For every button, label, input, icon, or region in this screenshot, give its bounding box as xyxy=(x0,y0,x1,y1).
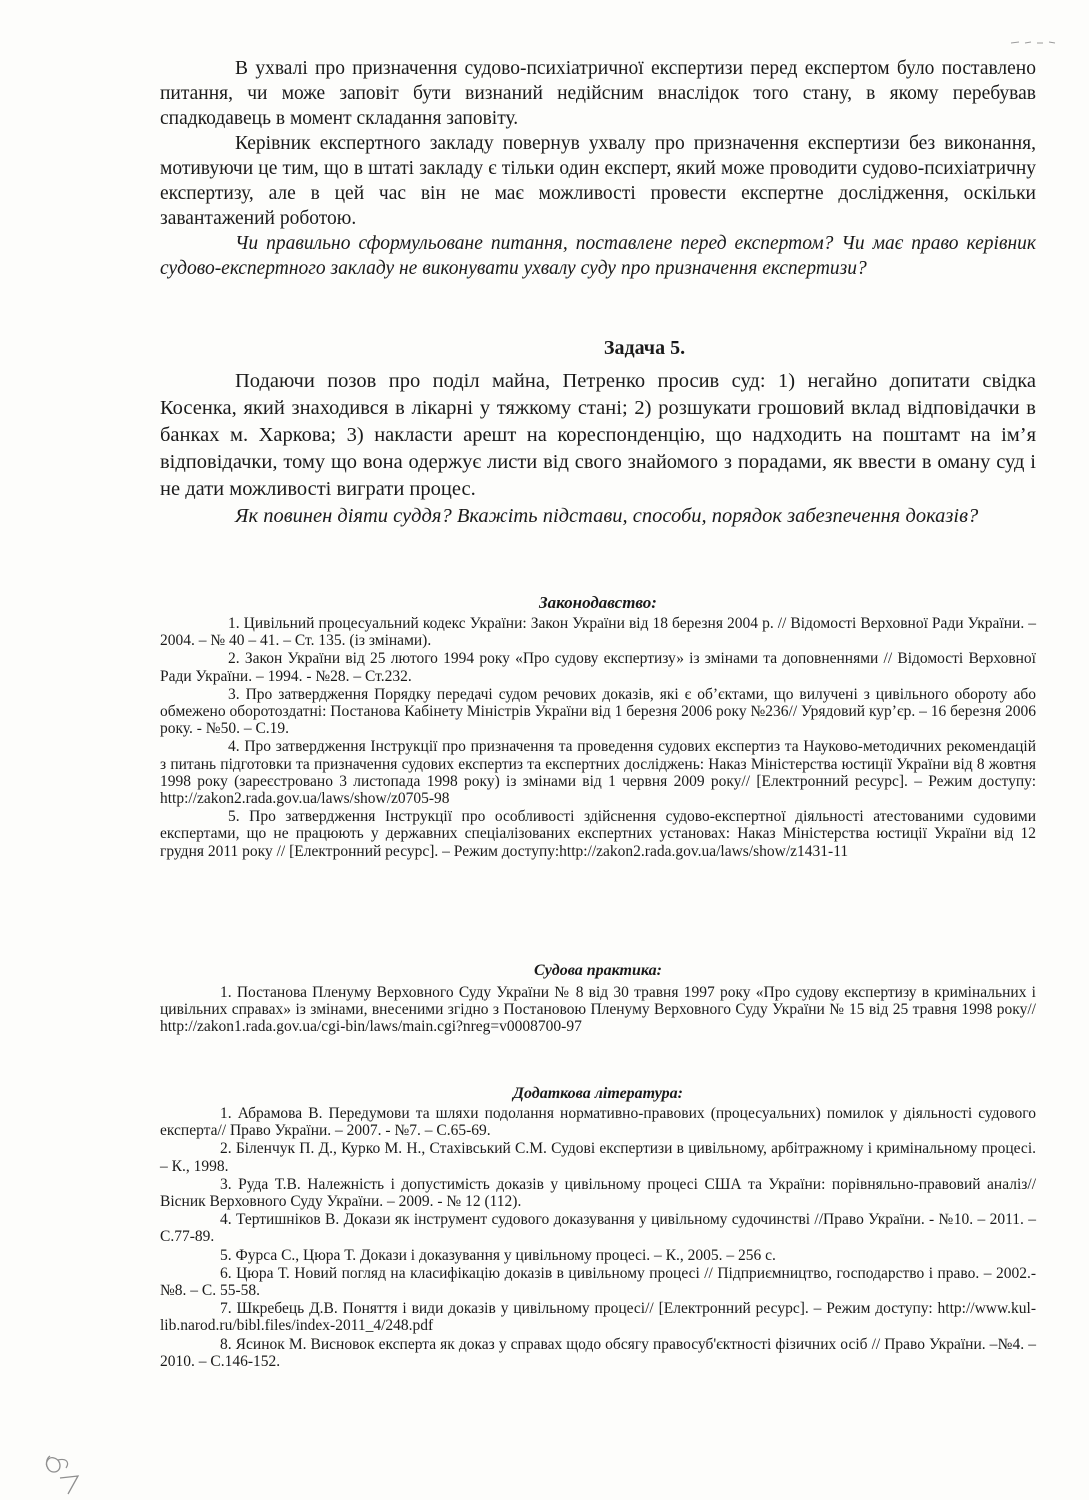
legislation-item: 1. Цивільний процесуальний кодекс України: Закон України від 18 березня 2004 р. // Відомості Верховної Ради України. – 2004. – № 40 – 41. – Ст. 135. (із змінами). xyxy=(160,615,1036,650)
handwritten-page-mark xyxy=(36,1450,96,1498)
task-4-question: Чи правильно сформульоване питання, поставлене перед експертом? Чи має право керівник судово-експертного закладу не виконувати ухвалу суду про призначення експертизи? xyxy=(160,233,1036,279)
legislation-title: Законодавство: xyxy=(539,593,657,612)
literature-item: 8. Ясинок М. Висновок експерта як доказ у справах щодо обсягу правосуб'єктності фізичних осіб // Право України. –№4. – 2010. – С.146-152. xyxy=(160,1335,1036,1370)
task-4-paragraph-2: Керівник експертного закладу повернув ухвалу про призначення експертизи без виконання, мотивуючи це тим, що в штаті закладу є тільки один експерт, який може проводити судово-психіатричну експертизу, але в цей час він не має можливості провести експертне дослідження, оскільки завантажений роботою. xyxy=(160,133,1036,229)
literature-item: 6. Цюра Т. Новий погляд на класифікацію доказів в цивільному процесі // Підприємництво, господарство і право. – 2002.- №8. – С. 55-58. xyxy=(160,1264,1036,1300)
task-5-paragraph: Подаючи позов про поділ майна, Петренко просив суд: 1) негайно допитати свідка Косенка, який знаходився в лікарні у тяжкому стані; 2) розшукати грошовий вклад відповідачки в банках м. Харкова; 3) накласти арешт на кореспонденцію, що надходить на поштамт на ім’я відповідачки, тому що вона одержує листи від свого знайомого з порадами, як ввести в оману суд і не дати можливості виграти процес. xyxy=(160,370,1036,500)
legislation-item: 3. Про затвердження Порядку передачі судом речових доказів, які є об’єктами, що вилучені з цивільного обороту або обмежено оборотоздатні: Постанова Кабінету Міністрів України від 1 березня 2006 року №236// Урядовий кур’єр. – 16 березня 2006 року. - №50. – С.19. xyxy=(160,685,1036,738)
court-practice-list xyxy=(160,984,1036,1037)
legislation-item: 4. Про затвердження Інструкції про призначення та проведення судових експертиз та Науково-методичних рекомендацій з питань підготовки та призначення судових експертиз та експертних досліджень: Наказ Міністерства юстиції України від 8 жовтня 1998 року (зареєстровано 3 листопада 1998 року) із змінами від 1 червня 2009 року// [Електронний ресурс]. – Режим доступу: http://zakon2.rada.gov.ua/laws/show/z0705-98 xyxy=(160,738,1036,808)
court-practice-title: Судова практика: xyxy=(534,962,662,979)
task-5-title: Задача 5. xyxy=(603,337,686,359)
legislation-list xyxy=(160,615,1036,861)
legislation-item: 5. Про затвердження Інструкції про особливості здійснення судово-експертної діяльності атестованими судовими експертами, що не працюють у державних спеціалізованих експертних установах: Наказ Міністерства юстиції України від 12 грудня 2011 року // [Електронний ресурс]. – Режим доступу:http://zakon2.rada.gov.ua/laws/show/z1431-11 xyxy=(160,808,1036,860)
scan-speck-mark xyxy=(1009,38,1059,46)
literature-item: 4. Тертишніков В. Докази як інструмент судового доказування у цивільному судочинстві //Право України. - №10. – 2011. – С.77-89. xyxy=(160,1211,1036,1246)
task-4-text xyxy=(160,56,1036,281)
task-5-text xyxy=(160,368,1036,530)
court-practice-item: 1. Постанова Пленуму Верховного Суду України № 8 від 30 травня 1997 року «Про судову експертизу в кримінальних і цивільних справах» із змінами, внесеними згідно з Постановою Пленуму Верховного Суду України № 15 від 25 травня 1998 року// http://zakon1.rada.gov.ua/cgi-bin/laws/main.cgi?nreg=v0008700-97 xyxy=(160,984,1036,1036)
legislation-item: 2. Закон України від 25 лютого 1994 року «Про судову експертизу» із змінами та доповненнями // Відомості Верховної Ради України. – 1994. - №28. – Ст.232. xyxy=(160,650,1036,685)
literature-item: 5. Фурса С., Цюра Т. Докази і доказування у цивільному процесі. – К., 2005. – 256 с. xyxy=(220,1246,776,1264)
literature-item: 1. Абрамова В. Передумови та шляхи подолання нормативно-правових (процесуальних) помилок у діяльності судового експерта// Право України. – 2007. - №7. – С.65-69. xyxy=(160,1105,1036,1140)
task-5-question: Як повинен діяти суддя? Вкажіть підстави, способи, порядок забезпечення доказів? xyxy=(235,505,979,527)
literature-title: Додаткова література: xyxy=(513,1085,683,1102)
task-4-paragraph-1: В ухвалі про призначення судово-психіатричної експертизи перед експертом було поставлено питання, чи може заповіт бути визнаний недійсним внаслідок того стану, в якому перебував спадкодавець в момент складання заповіту. xyxy=(160,58,1036,129)
literature-item: 3. Руда Т.В. Належність і допустимість доказів у цивільному процесі США та України: порівняльно-правовий аналіз// Вісник Верховного Суду України. – 2009. - № 12 (112). xyxy=(160,1175,1036,1211)
literature-item: 2. Біленчук П. Д., Курко М. Н., Стахівський С.М. Судові експертизи в цивільному, арбітражному і кримінальному процесі. – К., 1998. xyxy=(160,1140,1036,1175)
literature-item: 7. Шкребець Д.В. Поняття і види доказів у цивільному процесі// [Електронний ресурс]. – Режим доступу: http://www.kul-lib.narod.ru/bibl.files/index-2011_4/248.pdf xyxy=(160,1300,1036,1335)
literature-list xyxy=(160,1105,1036,1371)
